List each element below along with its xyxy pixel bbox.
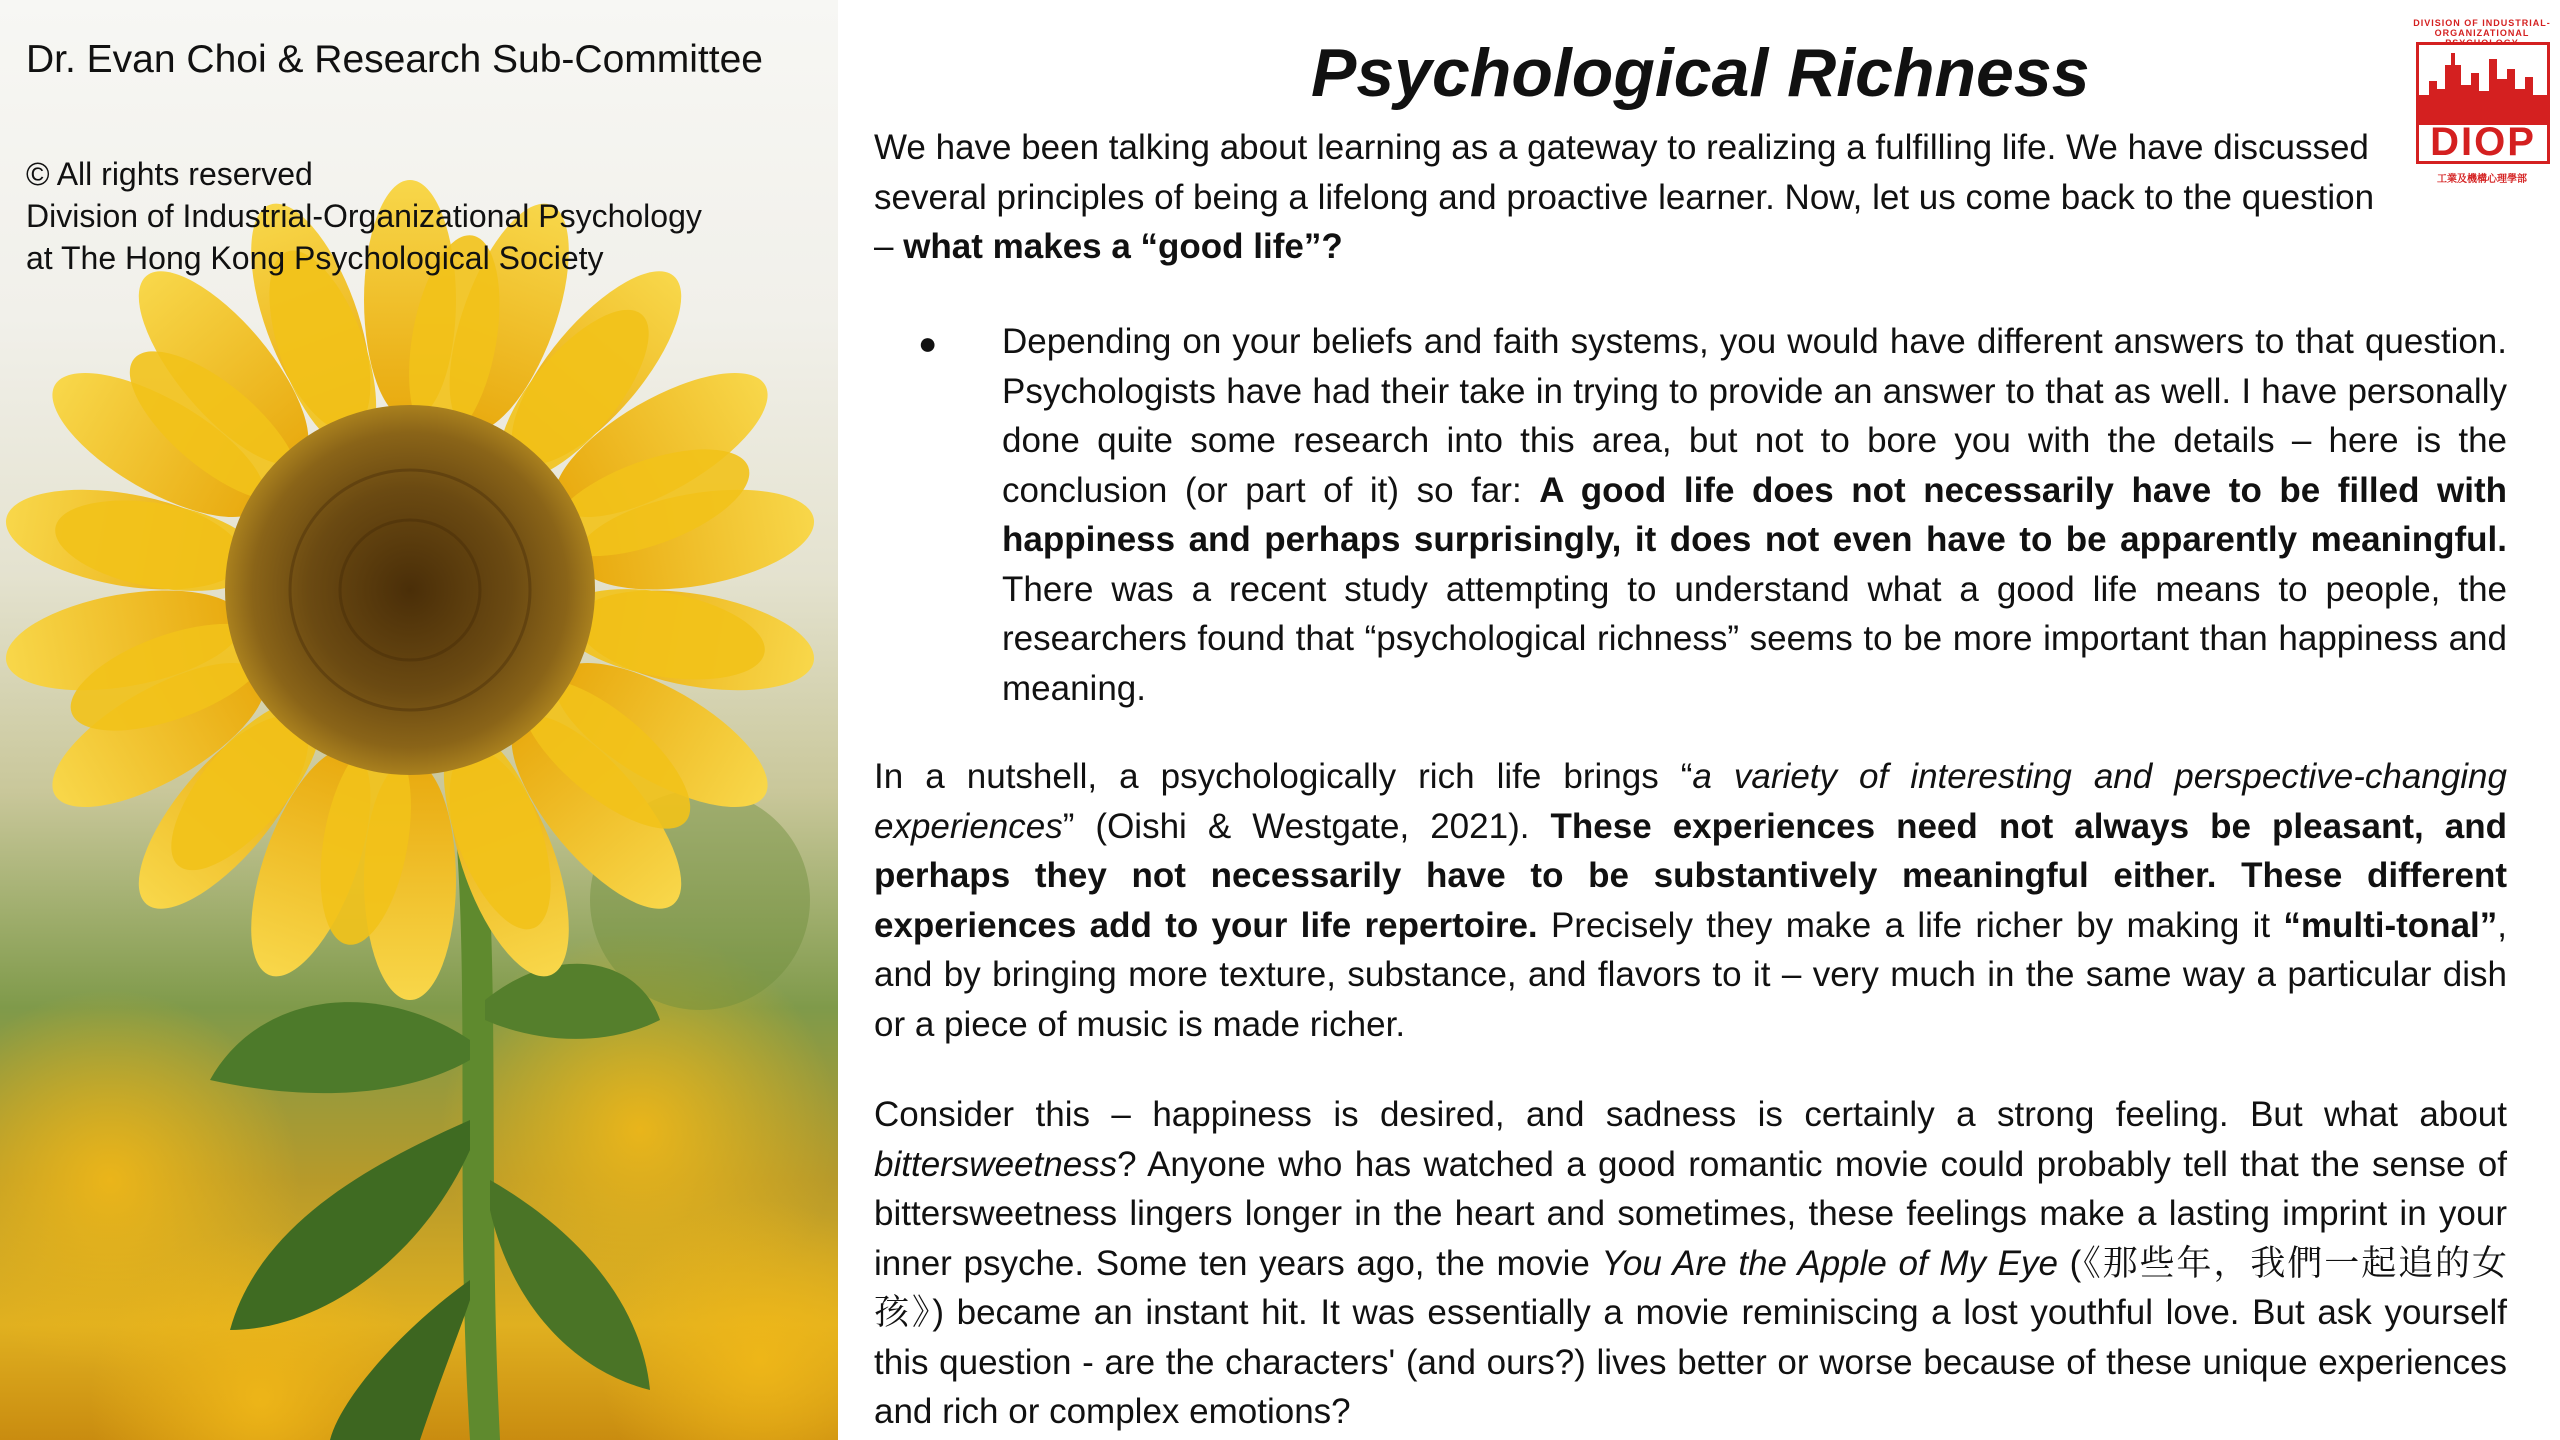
para3-text-1: Consider this – happiness is desired, and sadness is certainly a strong feeling. But what about	[874, 1095, 2507, 1134]
author-credit: Dr. Evan Choi & Research Sub-Committee	[26, 38, 763, 81]
bullet-bold-claim: A good life does not necessarily have to be filled with happiness and perhaps surprisingly, it does not even have to be apparently meaningful.	[1002, 470, 2507, 559]
bittersweet-paragraph	[874, 1090, 2507, 1437]
sunflower-seed-head	[225, 405, 595, 775]
logo-chinese-caption: 工業及機構心理學部	[2437, 174, 2527, 185]
city-skyline-icon	[2419, 45, 2547, 125]
para2-text-4: , and by bringing more texture, substance, and flavors to it – very much in the same way a particular dish or a piece of music is made richer.	[874, 905, 2507, 1044]
bullet-text-2: There was a recent study attempting to understand what a good life means to people, the researchers found that “psychological richness” seems to be more important than happiness and meaning.	[1002, 569, 2507, 708]
para2-quote: a variety of interesting and perspective-changing experiences	[874, 757, 2507, 846]
bullet-marker: ●	[918, 325, 938, 361]
society-line: at The Hong Kong Psychological Society	[26, 240, 604, 276]
page-title: Psychological Richness	[1311, 35, 2090, 111]
para3-text-3: (《那些年，我們一起追的女孩》) became an instant hit. It was essentially a movie reminiscing a lost youthful love. But ask yourself this question - are the characters' (and ours?) lives better or worse because of these unique experiences and rich or complex emotions?	[874, 1243, 2507, 1431]
copyright-block	[26, 153, 702, 279]
nutshell-paragraph	[874, 752, 2507, 1049]
diop-logo	[2412, 18, 2552, 188]
bullet-text-1: Depending on your beliefs and faith systems, you would have different answers to that question. Psychologists have had their take in trying to provide an answer to that as well. I have personally done quite some research into this area, but not to bore you with the details – here is the conclusion (or part of it) so far:	[1002, 322, 2507, 510]
para2-text-3: Precisely they make a life richer by making it	[1537, 905, 2284, 945]
para3-italic-1: bittersweetness	[874, 1144, 1118, 1184]
sunflower-photo	[0, 0, 838, 1440]
logo-wordmark: DIOP	[2430, 120, 2536, 164]
para2-text-1: In a nutshell, a psychologically rich life brings “	[874, 757, 1693, 796]
para2-bold-2: “multi-tonal”	[2283, 905, 2498, 945]
intro-paragraph	[874, 123, 2399, 272]
leaf	[210, 1002, 470, 1093]
bullet-paragraph	[1002, 317, 2507, 713]
intro-question: what makes a “good life”?	[903, 227, 1343, 266]
rights-line: © All rights reserved	[26, 156, 313, 192]
intro-text: We have been talking about learning as a gateway to realizing a fulfilling life. We have discussed several principles of being a lifelong and proactive learner. Now, let us come back to the question –	[874, 128, 2375, 266]
organization-line: Division of Industrial-Organizational Psychology	[26, 198, 702, 234]
para3-movie-title: You Are the Apple of My Eye	[1601, 1243, 2058, 1283]
para3-text-2: ? Anyone who has watched a good romantic movie could probably tell that the sense of bittersweetness lingers longer in the heart and sometimes, these feelings make a lasting imprint in your inner psyche. Some ten years ago, the movie	[874, 1144, 2507, 1283]
para2-bold-1: These experiences need not always be pleasant, and perhaps they not necessarily have to be substantively meaningful either. These different experiences add to your life repertoire.	[874, 806, 2507, 945]
logo-top-caption: DIVISION OF INDUSTRIAL-ORGANIZATIONAL	[2413, 18, 2551, 38]
para2-citation: ” (Oishi & Westgate, 2021).	[1062, 806, 1551, 846]
